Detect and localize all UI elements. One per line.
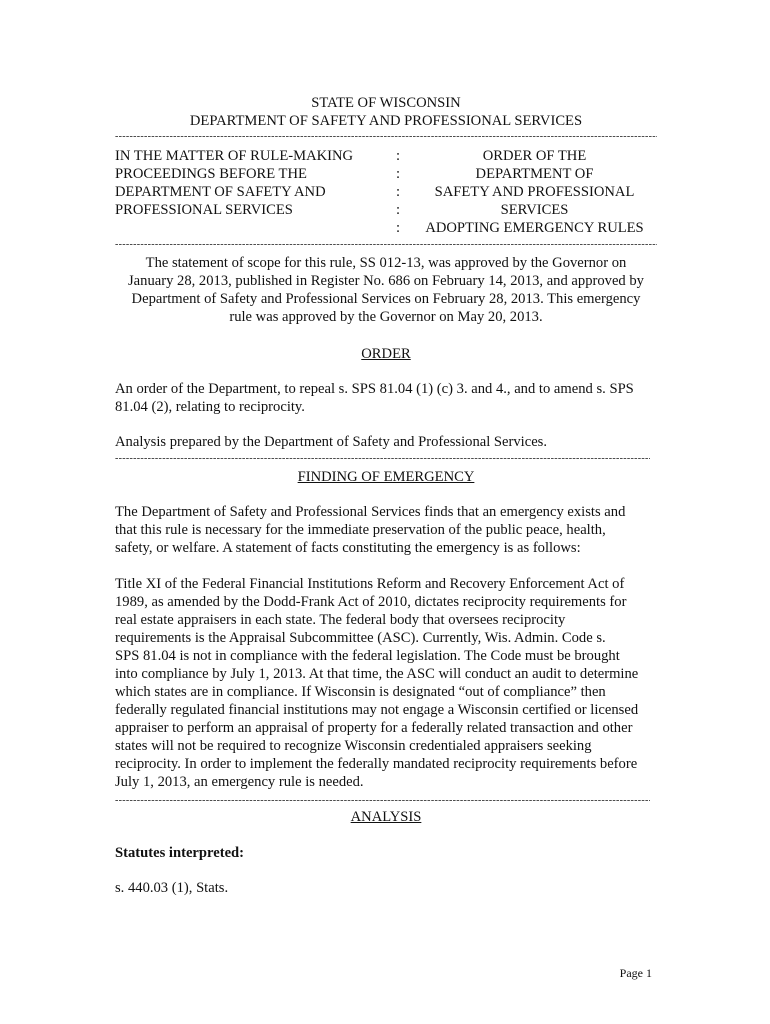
page-number: [620, 964, 652, 982]
matter-left-line: PROFESSIONAL SERVICES: [115, 202, 293, 218]
finding-line: The Department of Safety and Professional Services finds that an emergency exists and: [115, 504, 626, 520]
matter-caption-right: [412, 147, 657, 237]
finding-line: Title XI of the Federal Financial Institutions Reform and Recovery Enforcement Act of: [115, 576, 625, 592]
finding-line: that this rule is necessary for the immediate preservation of the public peace, health,: [115, 522, 606, 538]
finding-line: federally regulated financial institutions may not engage a Wisconsin certified or licensed: [115, 702, 639, 718]
finding-line: requirements is the Appraisal Subcommittee (ASC). Currently, Wis. Admin. Code s.: [115, 630, 606, 646]
finding-line: appraiser to perform an appraisal of property for a federally related transaction and other: [115, 720, 633, 736]
finding-heading: [115, 468, 657, 486]
finding-line: reciprocity. In order to implement the federally mandated reciprocity requirements before: [115, 756, 638, 772]
scope-line: January 28, 2013, published in Register No. 686 on February 14, 2013, and approved by: [128, 273, 644, 289]
finding-line: states will not be required to recognize Wisconsin credentialed appraisers seeking: [115, 738, 592, 754]
department-heading: DEPARTMENT OF SAFETY AND PROFESSIONAL SERVICES: [189, 113, 583, 129]
analysis-title: ANALYSIS: [350, 809, 422, 825]
finding-line: which states are in compliance. If Wisconsin is designated “out of compliance” then: [115, 684, 606, 700]
page-number-label: Page 1: [619, 966, 652, 980]
matter-caption-left: [115, 147, 385, 219]
finding-line: real estate appraisers in each state. The federal body that oversees reciprocity: [115, 612, 566, 628]
order-line: An order of the Department, to repeal s. SPS 81.04 (1) (c) 3. and 4., and to amend s. SPS: [115, 381, 634, 397]
finding-paragraph-2: [115, 575, 657, 791]
statutes-interpreted-value: s. 440.03 (1), Stats.: [115, 880, 229, 896]
matter-right-line: SAFETY AND PROFESSIONAL: [434, 184, 635, 200]
colon: :: [396, 202, 401, 218]
state-heading: STATE OF WISCONSIN: [311, 95, 461, 111]
divider: [115, 455, 650, 463]
scope-line: rule was approved by the Governor on May 20, 2013.: [229, 309, 543, 325]
colon: :: [396, 184, 401, 200]
matter-left-line: DEPARTMENT OF SAFETY AND: [115, 184, 326, 200]
colon: :: [396, 166, 401, 182]
statutes-value: [115, 879, 657, 897]
matter-right-line: ADOPTING EMERGENCY RULES: [425, 220, 644, 236]
matter-left-line: IN THE MATTER OF RULE-MAKING: [115, 148, 354, 164]
order-heading: [115, 345, 657, 363]
order-line: 81.04 (2), relating to reciprocity.: [115, 399, 305, 415]
scope-line: Department of Safety and Professional Services on February 28, 2013. This emergency: [131, 291, 641, 307]
matter-colons: [396, 147, 406, 237]
matter-left-line: PROCEEDINGS BEFORE THE: [115, 166, 307, 182]
order-title: ORDER: [361, 346, 411, 362]
matter-right-line: SERVICES: [500, 202, 569, 218]
divider: [115, 241, 657, 249]
colon: :: [396, 148, 401, 164]
finding-line: SPS 81.04 is not in compliance with the federal legislation. The Code must be brought: [115, 648, 620, 664]
divider: [115, 797, 650, 805]
state-title: [115, 94, 657, 112]
finding-title: FINDING OF EMERGENCY: [297, 469, 475, 485]
finding-line: July 1, 2013, an emergency rule is needed.: [115, 774, 364, 790]
finding-paragraph-1: [115, 503, 657, 557]
colon: :: [396, 220, 401, 236]
analysis-prepared-text: Analysis prepared by the Department of Safety and Professional Services.: [115, 434, 548, 450]
order-text: [115, 380, 657, 416]
department-title: [115, 112, 657, 130]
matter-right-line: ORDER OF THE: [482, 148, 587, 164]
finding-line: into compliance by July 1, 2013. At that time, the ASC will conduct an audit to determine: [115, 666, 639, 682]
finding-line: safety, or welfare. A statement of facts constituting the emergency is as follows:: [115, 540, 581, 556]
analysis-prepared: [115, 433, 657, 451]
divider: [115, 133, 657, 141]
statutes-heading: [115, 844, 657, 862]
matter-right-line: DEPARTMENT OF: [475, 166, 594, 182]
scope-line: The statement of scope for this rule, SS 012-13, was approved by the Governor on: [145, 255, 627, 271]
scope-statement: [115, 254, 657, 326]
analysis-heading: [115, 808, 657, 826]
statutes-interpreted-label: Statutes interpreted:: [115, 845, 245, 861]
finding-line: 1989, as amended by the Dodd-Frank Act of 2010, dictates reciprocity requirements for: [115, 594, 627, 610]
